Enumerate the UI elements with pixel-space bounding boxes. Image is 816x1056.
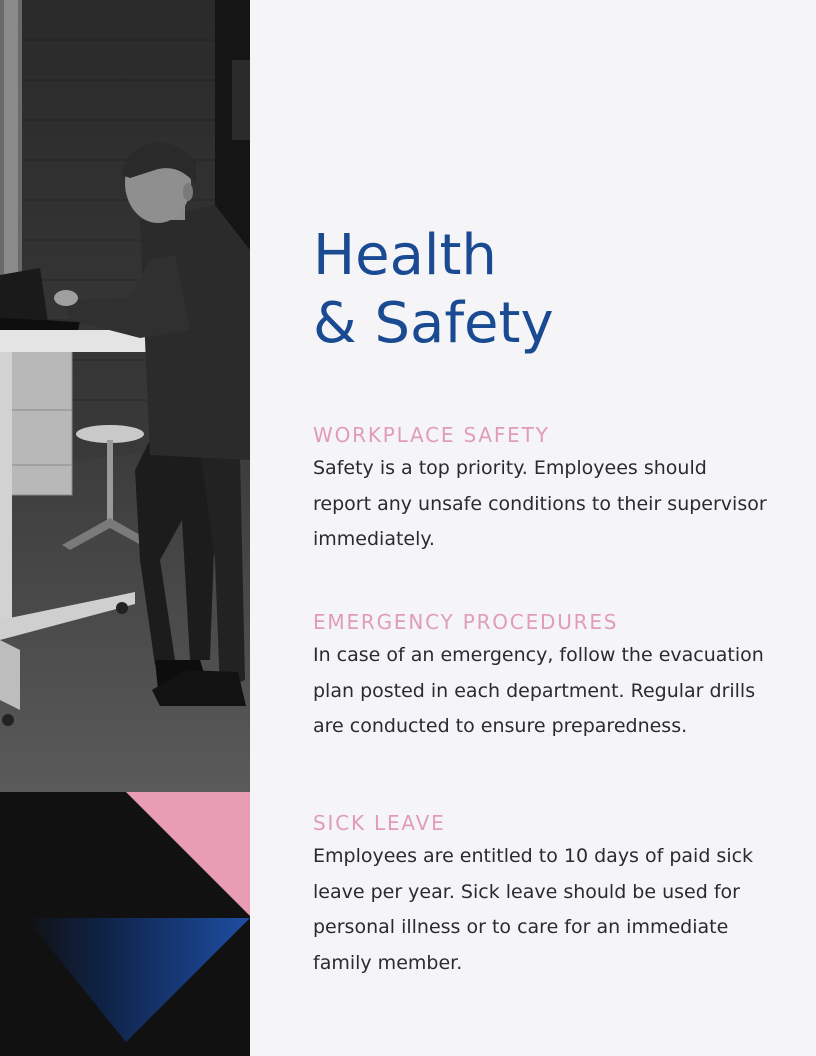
- page-title: [313, 222, 554, 358]
- photo-man-at-standing-desk: [0, 0, 250, 792]
- section-heading: EMERGENCY PROCEDURES: [313, 610, 619, 634]
- section-body: Safety is a top priority. Employees should report any unsafe conditions to their supervisor immediately.: [313, 457, 767, 550]
- page-title-line-1: Health: [313, 223, 497, 288]
- section-workplace-safety: [313, 421, 783, 558]
- left-column: [0, 0, 250, 1056]
- page-title-line-2: & Safety: [313, 291, 554, 356]
- section-body: In case of an emergency, follow the evacuation plan posted in each department. Regular drills are conducted to ensure preparedness.: [313, 644, 764, 737]
- section-sick-leave: [313, 809, 783, 981]
- section-heading: WORKPLACE SAFETY: [313, 423, 550, 447]
- section-body: Employees are entitled to 10 days of paid sick leave per year. Sick leave should be used for personal illness or to care for an immediate family member.: [313, 845, 754, 974]
- section-heading: SICK LEAVE: [313, 811, 446, 835]
- section-emergency-procedures: [313, 608, 783, 745]
- geometric-decoration: [0, 792, 250, 1056]
